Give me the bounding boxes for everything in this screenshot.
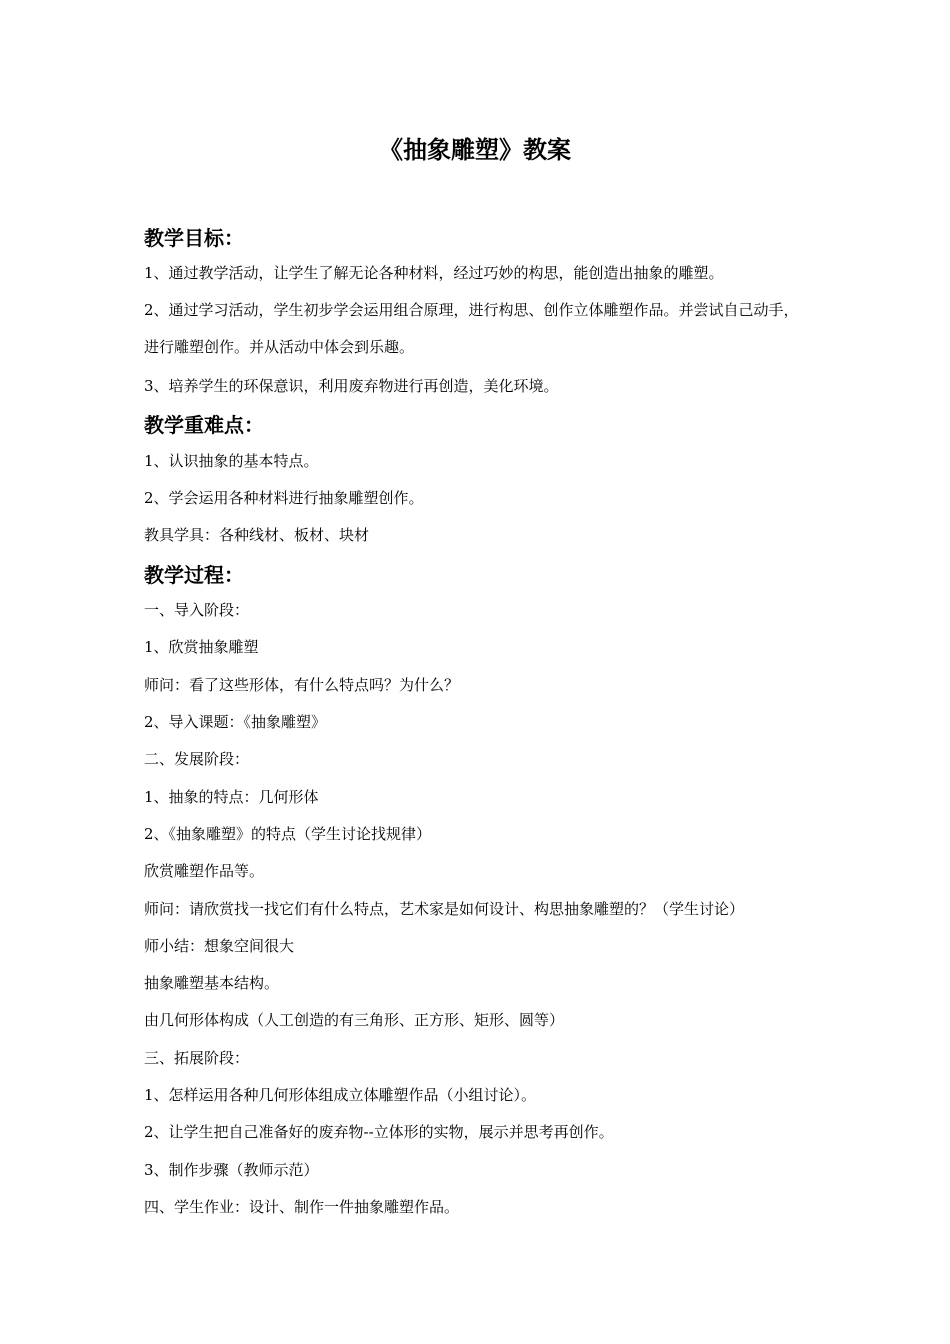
process-line-6: 1、抽象的特点：几何形体 <box>144 788 319 806</box>
process-line-14: 1、怎样运用各种几何形体组成立体雕塑作品（小组讨论）。 <box>144 1086 537 1104</box>
process-line-7: 2、《抽象雕塑》的特点（学生讨论找规律） <box>144 825 432 843</box>
process-line-8: 欣赏雕塑作品等。 <box>144 862 265 880</box>
process-line-15: 2、让学生把自己准备好的废弃物--立体形的实物，展示并思考再创作。 <box>144 1123 614 1141</box>
key-point-line-1: 1、认识抽象的基本特点。 <box>144 452 319 470</box>
teaching-tools-line: 教具学具：各种线材、板材、块材 <box>144 526 370 544</box>
process-line-2: 1、欣赏抽象雕塑 <box>144 638 259 656</box>
process-line-12: 由几何形体构成（人工创造的有三角形、正方形、矩形、圆等） <box>144 1011 565 1029</box>
process-line-16: 3、制作步骤（教师示范） <box>144 1161 319 1179</box>
key-point-line-2: 2、学会运用各种材料进行抽象雕塑创作。 <box>144 489 424 507</box>
process-line-4: 2、导入课题：《抽象雕塑》 <box>144 713 327 731</box>
section-heading-objectives: 教学目标： <box>144 226 244 250</box>
objective-line-3: 3、培养学生的环保意识，利用废弃物进行再创造，美化环境。 <box>144 377 559 395</box>
process-line-11: 抽象雕塑基本结构。 <box>144 974 280 992</box>
section-heading-process: 教学过程： <box>144 563 244 587</box>
process-line-13: 三、拓展阶段： <box>144 1049 250 1067</box>
process-line-17: 四、学生作业：设计、制作一件抽象雕塑作品。 <box>144 1198 460 1216</box>
process-line-9: 师问：请欣赏找一找它们有什么特点，艺术家是如何设计、构思抽象雕塑的？（学生讨论） <box>144 900 745 918</box>
process-line-3: 师问：看了这些形体，有什么特点吗？为什么？ <box>144 676 460 694</box>
process-line-10: 师小结：想象空间很大 <box>144 937 295 955</box>
section-heading-key-points: 教学重难点： <box>144 413 264 437</box>
process-line-5: 二、发展阶段： <box>144 750 250 768</box>
document-title: 《抽象雕塑》教案 <box>379 136 571 164</box>
process-line-1: 一、导入阶段： <box>144 601 250 619</box>
objective-line-1: 1、通过教学活动，让学生了解无论各种材料，经过巧妙的构思，能创造出抽象的雕塑。 <box>144 264 724 282</box>
objective-line-2: 2、通过学习活动，学生初步学会运用组合原理，进行构思、创作立体雕塑作品。并尝试自己动手，进行雕塑创作。并从活动中体会到乐趣。 <box>144 301 799 356</box>
